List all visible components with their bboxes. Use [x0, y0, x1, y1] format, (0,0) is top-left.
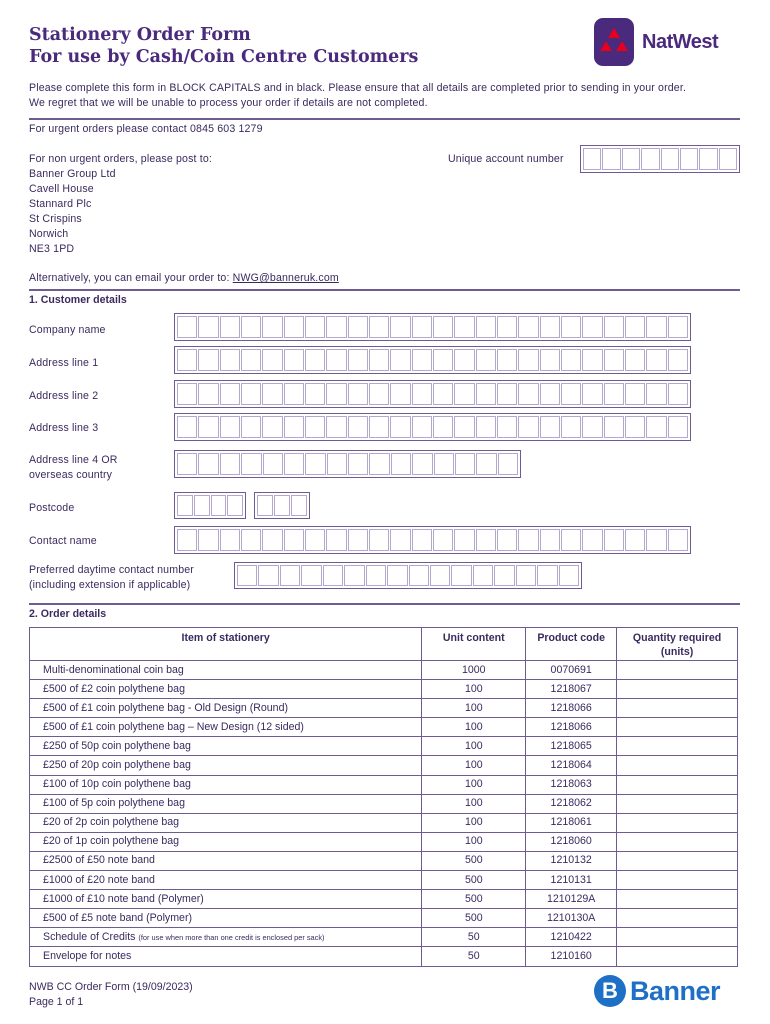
email-prefix: Alternatively, you can email your order to: — [29, 272, 233, 284]
unit-content-cell: 500 — [422, 851, 526, 870]
natwest-chevrons-icon — [594, 18, 634, 66]
item-name: £500 of £1 coin polythene bag - Old Design (Round) — [43, 701, 288, 714]
item-cell — [30, 928, 422, 947]
item-name: £2500 of £50 note band — [43, 854, 155, 867]
contact-name-input[interactable] — [174, 526, 691, 554]
company-name-label: Company name — [29, 324, 106, 336]
address-line-4-label — [29, 453, 118, 483]
unique-account-input[interactable] — [580, 145, 740, 173]
quantity-input-cell[interactable] — [617, 851, 738, 870]
product-code-cell: 1218067 — [526, 680, 617, 699]
natwest-logo — [594, 18, 742, 66]
quantity-input-cell[interactable] — [617, 813, 738, 832]
divider — [29, 603, 740, 605]
quantity-input-cell[interactable] — [617, 775, 738, 794]
contact-name-label: Contact name — [29, 535, 97, 547]
order-details-heading: 2. Order details — [29, 608, 107, 620]
unit-content-cell: 100 — [422, 756, 526, 775]
footer — [29, 980, 193, 1010]
item-cell — [30, 718, 422, 737]
unit-content-cell: 1000 — [422, 661, 526, 680]
table-row — [30, 737, 738, 756]
item-name: £100 of 5p coin polythene bag — [43, 797, 185, 810]
intro-text — [29, 81, 741, 111]
item-cell — [30, 851, 422, 870]
non-urgent-label: For non urgent orders, please post to: — [29, 153, 212, 165]
product-code-cell: 1210130A — [526, 909, 617, 928]
item-note: (for use when more than one credit is enclosed per sack) — [138, 932, 325, 942]
address-line: Banner Group Ltd — [29, 168, 116, 180]
table-row — [30, 813, 738, 832]
table-row — [30, 832, 738, 851]
address-line-2-label: Address line 2 — [29, 390, 99, 402]
product-code-cell: 1210131 — [526, 871, 617, 890]
postal-address-block — [29, 152, 212, 257]
item-name: Schedule of Credits — [43, 930, 139, 943]
quantity-input-cell[interactable] — [617, 737, 738, 756]
phone-label — [29, 563, 194, 593]
divider — [29, 118, 740, 120]
quantity-input-cell[interactable] — [617, 680, 738, 699]
col-qty-header — [617, 628, 738, 661]
address-line: St Crispins — [29, 213, 82, 225]
item-name: Multi-denominational coin bag — [43, 663, 184, 676]
address-line-4-label-1: Address line 4 OR — [29, 454, 118, 466]
divider — [29, 289, 740, 291]
unit-content-cell: 100 — [422, 699, 526, 718]
quantity-input-cell[interactable] — [617, 832, 738, 851]
address-line-3-label: Address line 3 — [29, 422, 99, 434]
address-line-4-input[interactable] — [174, 450, 521, 478]
item-cell — [30, 871, 422, 890]
banner-b-icon: B — [594, 975, 626, 1007]
phone-label-1: Preferred daytime contact number — [29, 564, 194, 576]
unit-content-cell: 100 — [422, 718, 526, 737]
email-line — [29, 271, 339, 286]
page-title — [29, 24, 418, 68]
product-code-cell: 1210132 — [526, 851, 617, 870]
col-qty-header-2: (units) — [660, 646, 694, 658]
product-code-cell: 1218064 — [526, 756, 617, 775]
item-name: £250 of 20p coin polythene bag — [43, 759, 191, 772]
item-cell — [30, 890, 422, 909]
item-name: £500 of £1 coin polythene bag – New Design (12 sided) — [43, 720, 304, 733]
company-name-input[interactable] — [174, 313, 691, 341]
unit-content-cell: 100 — [422, 832, 526, 851]
quantity-input-cell[interactable] — [617, 699, 738, 718]
item-cell — [30, 737, 422, 756]
table-row — [30, 909, 738, 928]
item-cell — [30, 775, 422, 794]
product-code-cell: 1218062 — [526, 794, 617, 813]
phone-label-2: (including extension if applicable) — [29, 579, 191, 591]
urgent-contact: For urgent orders please contact 0845 603 1279 — [29, 123, 263, 135]
product-code-cell: 1210422 — [526, 928, 617, 947]
product-code-cell: 1218063 — [526, 775, 617, 794]
address-line-4-label-2: overseas country — [29, 469, 113, 481]
address-line: Norwich — [29, 228, 69, 240]
address-line: Cavell House — [29, 183, 94, 195]
quantity-input-cell[interactable] — [617, 928, 738, 947]
table-row — [30, 680, 738, 699]
item-name: £250 of 50p coin polythene bag — [43, 739, 191, 752]
table-row — [30, 794, 738, 813]
quantity-input-cell[interactable] — [617, 909, 738, 928]
natwest-logo-text: NatWest — [642, 30, 719, 53]
email-link[interactable]: NWG@banneruk.com — [232, 272, 339, 284]
address-line: Stannard Plc — [29, 198, 92, 210]
unit-content-cell: 100 — [422, 813, 526, 832]
table-row — [30, 756, 738, 775]
table-row — [30, 851, 738, 870]
item-cell — [30, 813, 422, 832]
page-number: Page 1 of 1 — [29, 996, 84, 1008]
address-line-1-label: Address line 1 — [29, 357, 99, 369]
unit-content-cell: 50 — [422, 928, 526, 947]
item-cell — [30, 756, 422, 775]
item-cell — [30, 794, 422, 813]
item-cell — [30, 699, 422, 718]
product-code-cell: 1210129A — [526, 890, 617, 909]
col-item-header: Item of stationery — [30, 628, 422, 661]
title-line-2: For use by Cash/Coin Centre Customers — [29, 47, 419, 67]
postcode-label: Postcode — [29, 502, 75, 514]
col-code-header: Product code — [526, 628, 617, 661]
title-line-1: Stationery Order Form — [29, 25, 251, 45]
product-code-cell: 1210160 — [526, 947, 617, 966]
address-line-3-input[interactable] — [174, 413, 691, 441]
item-name: £500 of £5 note band (Polymer) — [43, 911, 192, 924]
unit-content-cell: 500 — [422, 890, 526, 909]
product-code-cell: 1218066 — [526, 718, 617, 737]
phone-input[interactable] — [234, 562, 582, 589]
item-name: £20 of 2p coin polythene bag — [43, 816, 180, 829]
item-name: £500 of £2 coin polythene bag — [43, 682, 185, 695]
quantity-input-cell[interactable] — [617, 756, 738, 775]
banner-logo-text: Banner — [630, 975, 721, 1006]
item-name: £1000 of £10 note band (Polymer) — [43, 892, 204, 905]
product-code-cell: 1218061 — [526, 813, 617, 832]
postcode-inward-input[interactable] — [254, 492, 310, 519]
unit-content-cell: 500 — [422, 909, 526, 928]
item-cell — [30, 947, 422, 966]
table-row — [30, 718, 738, 737]
table-row — [30, 928, 738, 947]
unit-content-cell: 50 — [422, 947, 526, 966]
table-row — [30, 890, 738, 909]
unit-content-cell: 100 — [422, 794, 526, 813]
unit-content-cell: 500 — [422, 871, 526, 890]
table-row — [30, 871, 738, 890]
item-cell — [30, 832, 422, 851]
product-code-cell: 1218065 — [526, 737, 617, 756]
address-line-1-input[interactable] — [174, 346, 691, 374]
table-row — [30, 775, 738, 794]
table-row — [30, 699, 738, 718]
item-name: Envelope for notes — [43, 949, 132, 962]
quantity-input-cell[interactable] — [617, 871, 738, 890]
address-line-2-input[interactable] — [174, 380, 691, 408]
item-cell — [30, 909, 422, 928]
quantity-input-cell[interactable] — [617, 794, 738, 813]
unique-account-label: Unique account number — [448, 153, 564, 165]
quantity-input-cell[interactable] — [617, 661, 738, 680]
product-code-cell: 1218060 — [526, 832, 617, 851]
banner-logo — [594, 975, 720, 1007]
item-name: £100 of 10p coin polythene bag — [43, 778, 191, 791]
item-name: £20 of 1p coin polythene bag — [43, 835, 180, 848]
table-header-row — [30, 628, 738, 661]
table-row — [30, 947, 738, 966]
postcode-outward-input[interactable] — [174, 492, 246, 519]
intro-line-2: We regret that we will be unable to process your order if details are not completed. — [29, 97, 428, 109]
quantity-input-cell[interactable] — [617, 947, 738, 966]
unit-content-cell: 100 — [422, 775, 526, 794]
table-row — [30, 661, 738, 680]
form-reference: NWB CC Order Form (19/09/2023) — [29, 981, 193, 993]
unit-content-cell: 100 — [422, 680, 526, 699]
item-cell — [30, 661, 422, 680]
unit-content-cell: 100 — [422, 737, 526, 756]
intro-line-1: Please complete this form in BLOCK CAPITALS and in black. Please ensure that all details are completed prior to sending in your order. — [29, 82, 687, 94]
item-name: £1000 of £20 note band — [43, 873, 155, 886]
order-table — [29, 627, 738, 967]
quantity-input-cell[interactable] — [617, 890, 738, 909]
item-cell — [30, 680, 422, 699]
product-code-cell: 1218066 — [526, 699, 617, 718]
quantity-input-cell[interactable] — [617, 718, 738, 737]
customer-details-heading: 1. Customer details — [29, 294, 127, 306]
col-unit-header: Unit content — [422, 628, 526, 661]
product-code-cell: 0070691 — [526, 661, 617, 680]
address-line: NE3 1PD — [29, 243, 75, 255]
col-qty-header-1: Quantity required — [632, 632, 722, 644]
